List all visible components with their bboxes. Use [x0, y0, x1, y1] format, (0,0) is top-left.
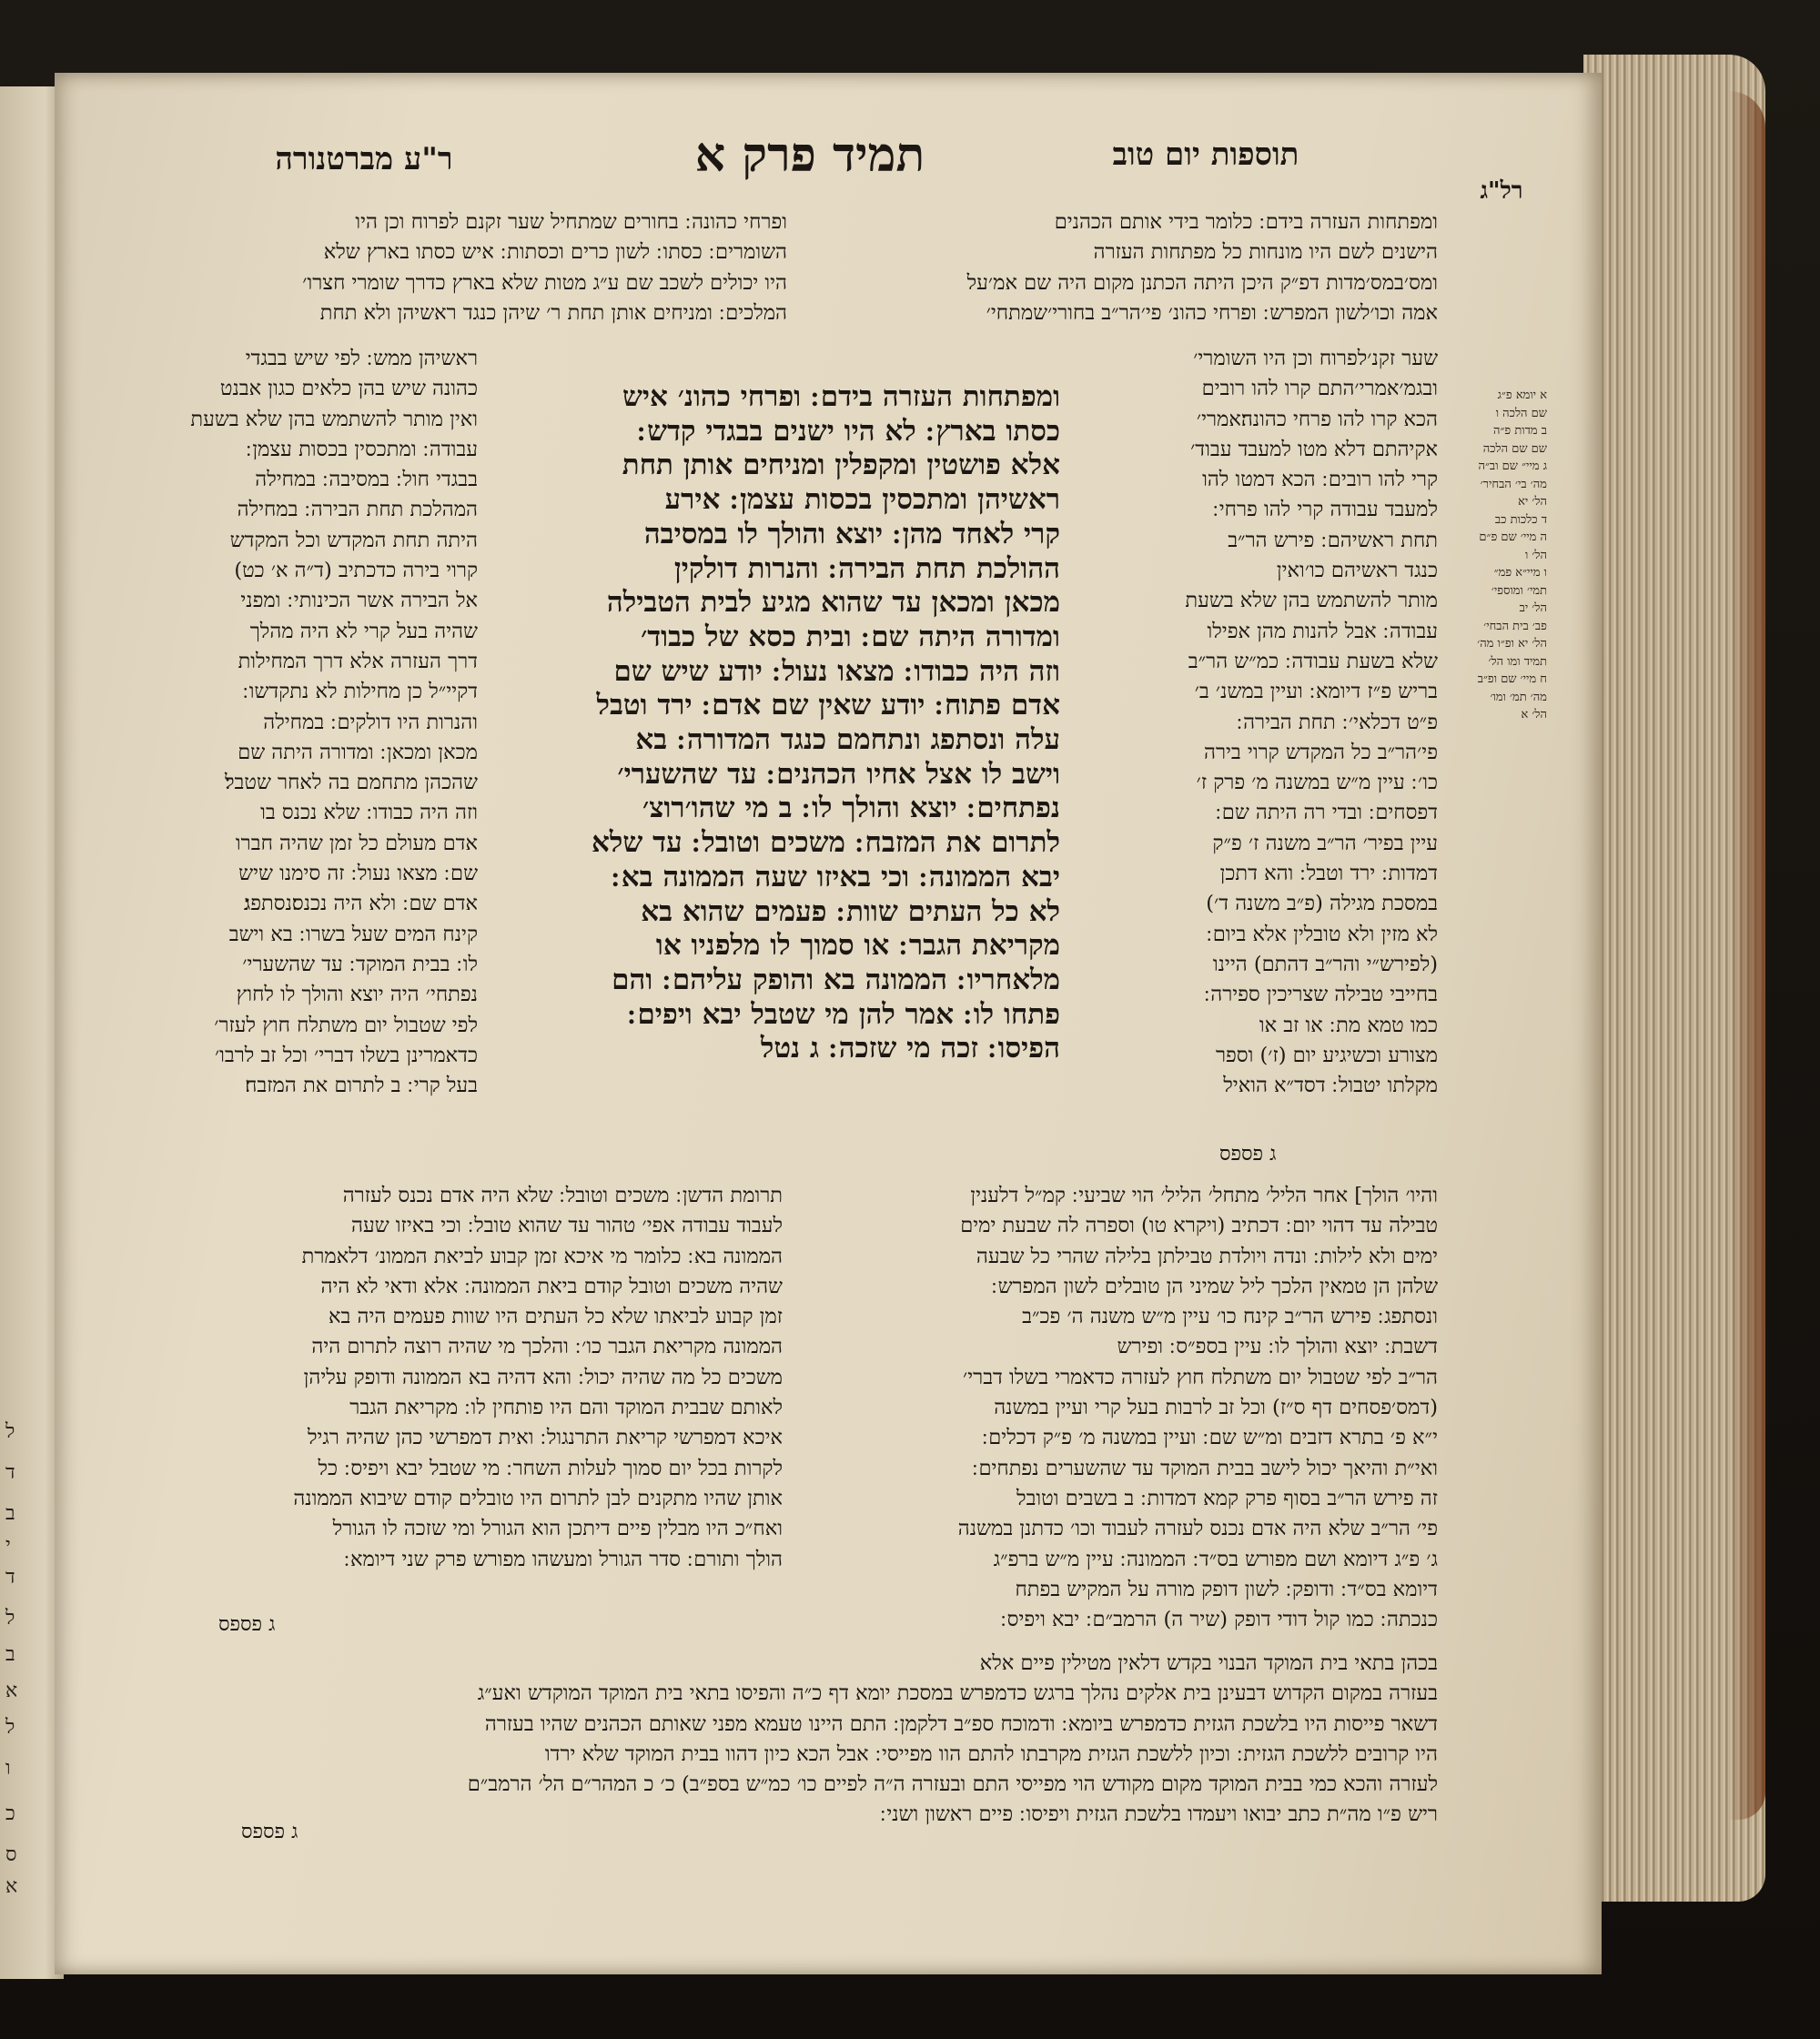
text-line: בחייבי טבילה שצריכין ספירה ׃ — [1204, 983, 1438, 1007]
text-line: מצורע וכשיגיע יום (ז׳) וספר — [1215, 1043, 1438, 1067]
margin-note: פב׳ בית הבחי׳ — [1483, 619, 1547, 633]
page-block-edges — [1583, 55, 1765, 1902]
top-commentary-left — [150, 207, 787, 328]
text-line: למעבד עבודה קרי להו פרחי ׃ — [1212, 498, 1438, 522]
page-title: תמיד פרק א — [694, 127, 925, 183]
header-left: ר"ע מברטנורה — [275, 141, 453, 177]
margin-note: הל׳ יא ופ״ו מה׳ — [1477, 637, 1547, 651]
text-line: שלהן הן טמאין הלכך ליל שמיני הן טובלים לשון המפרש ׃ — [991, 1274, 1438, 1298]
right-column-commentary — [1106, 344, 1438, 1101]
text-line: הפיסו ׃ זכה מי שזכה ׃ ג נטל — [760, 1032, 1060, 1065]
header-right: תוספות יום טוב — [1112, 136, 1299, 173]
margin-note: א יומא פ״ג — [1497, 389, 1547, 402]
text-line: איכא דמפרשי קריאת התרנגול ׃ ואית דמפרשי כהן שהיה רגיל — [307, 1426, 783, 1450]
text-line: הממונה מקריאת הגבר כו׳ ׃ והלכך מי שהיה רוצה לתרום היה — [311, 1335, 783, 1359]
text-line: ריש פ״ו מה״ת כתב יבואו ויעמדו בלשכת הגזית ויפיסו ׃ פיים ראשון ושני ׃ — [880, 1802, 1438, 1827]
left-fragment: כ — [5, 1802, 15, 1825]
edge-stain — [1729, 91, 1765, 1820]
text-line: לעבוד עבודה אפי׳ טהור עד שהוא טובל ׃ וכי באיזו שעה — [351, 1214, 783, 1238]
text-line: הישנים לשם היו מונחות כל מפתחות העזרה — [1093, 240, 1438, 265]
margin-notes — [1445, 387, 1547, 724]
text-line: (לפירש״י והר״ב דהתם) היינו — [1212, 952, 1438, 976]
text-line: שלא בשעת עבודה ׃ כמ״ש הר״ב — [1188, 649, 1438, 673]
text-line: לאותם שבבית המוקד והם היו פותחין לו ׃ מקריאת הגבר — [349, 1396, 783, 1420]
left-fragment: ד — [5, 1461, 15, 1484]
text-line: ימים ולא לילות ׃ ונדה ויולדת טבילתן בלילה שהרי כל שבעה — [976, 1244, 1438, 1268]
text-line: אדם פתוח ׃ יודע שאין שם אדם ׃ ירד וטבל — [596, 689, 1060, 722]
text-line: הר״ב לפי שטבול יום משתלח חוץ לעזרה כדאמרי בשלו דברי׳ — [963, 1365, 1438, 1389]
text-line: ואי״ת והיאך יכול לישב בבית המוקד עד שהשערים נפתחים ׃ — [972, 1456, 1438, 1480]
text-line: לא כל העתים שוות ׃ פעמים שהוא בא — [641, 894, 1060, 928]
folio-number: רל"ג — [1480, 177, 1523, 205]
mishnah-text — [519, 380, 1060, 1066]
left-fragment: ל — [5, 1716, 15, 1739]
left-fragment: א — [5, 1875, 18, 1898]
text-line: פתחו לו ׃ אמר להן מי שטבל יבא ויפים ׃ — [627, 997, 1060, 1031]
lower-left-commentary — [146, 1181, 783, 1575]
text-line: פי׳ הר״ב שלא היה אדם נכנס לעזרה לעבוד וכו׳ כדתנן במשנה — [957, 1517, 1438, 1541]
text-line: ומפתחות העזרה בידם ׃ כלומר בידי אותם הכהנים — [1054, 210, 1438, 234]
margin-note: ה מיי׳ שם פ״ם — [1479, 530, 1547, 544]
text-line: ואח״כ היו מבלין פיים דיתכן הוא הגורל ומי שזכה לו הגורל — [332, 1517, 783, 1541]
text-line: אדם מעולם כל זמן שהיה חברו — [235, 831, 478, 855]
text-line: לתרום את המזבח ׃ משכים וטובל ׃ עד שלא — [592, 826, 1060, 860]
text-line: כסתו בארץ ׃ לא היו ישנים בבגדי קדש ׃ — [637, 414, 1060, 448]
left-fragment: ו — [5, 1757, 11, 1780]
text-line: לו ׃ בבית המוקד ׃ עד שהשערי׳ — [242, 952, 478, 976]
text-line: לפי שטבול יום משתלח חוץ לעזר׳ — [214, 1013, 478, 1037]
text-line: מכאן ומכאן ׃ ומדורה היתה שם — [238, 740, 478, 764]
margin-note: תמי׳ ומוספי׳ — [1491, 583, 1547, 598]
text-line: שהיה בעל קרי לא היה מהלך — [249, 619, 478, 643]
text-line: עבודה ׃ ומתכסין בכסות עצמן ׃ — [246, 437, 478, 461]
left-fragment: ל — [5, 1607, 15, 1630]
text-line: ואין מותר להשתמש בהן שלא בשעת — [190, 407, 478, 431]
text-line: כו׳ ׃ עיין מ״ש במשנה מ׳ פרק ז׳ — [1196, 771, 1438, 795]
text-line: וזה היה כבודו ׃ שלא נכנס בו — [260, 801, 478, 825]
signature-mark-mid: ג פספס — [1219, 1143, 1277, 1166]
text-line: בכהן בתאי בית המוקד הבנוי בקדש דלאין מטילין פיים אלא — [979, 1651, 1438, 1675]
text-line: מותר להשתמש בהן שלא בשעת — [1185, 589, 1438, 613]
text-line: שהכהן מתחמם בה לאחר שטבל׃ — [225, 771, 478, 795]
margin-note: ג מיי״ שם וב״ה — [1478, 459, 1547, 473]
margin-note: הל׳ יא — [1518, 495, 1547, 509]
text-line: אל הבירה אשר הכינותי ׃ ומפני — [240, 589, 478, 613]
text-line: בעזרה במקום הקדוש דבעינן בית אלקים נהלך ברגש כדמפרש במסכת יומא דף כ״ה והפיסו בתאי בית המוקד המוקדש ואע״ג — [477, 1681, 1438, 1706]
text-line: ומדורה היתה שם ׃ ובית כסא של כבוד׳ — [641, 620, 1060, 653]
text-line: זה פירש הר״ב בסוף פרק קמא דמדות ׃ ב בשבים וטובל — [1016, 1486, 1438, 1510]
text-line: ובגמ׳אמרי׳התם קרו להו רובים — [1201, 377, 1438, 401]
text-line: כמו טמא מת ׃ או זב או — [1259, 1013, 1438, 1037]
text-line: דמדות ׃ ירד וטבל ׃ והא דתכן — [1219, 862, 1438, 886]
text-line: לעזרה והכא כמי בבית המוקד מקום מקודש הוי מפייסי התם ובעזרה ה״ה לפיים כו׳ כמ״ש בספ״ב) כ׳ כ המהר״ם הל׳ הרמב״ם — [467, 1772, 1438, 1797]
text-line: דרך העזרה אלא דרך המחילות — [238, 649, 478, 673]
text-line: ומס׳במס׳מדות דפ״ק היכן היתה הכתנן מקום היה שם אמ׳על — [966, 270, 1438, 295]
text-line: עלה ונסתפג ונתחמם כנגד המדורה ׃ בא — [635, 723, 1060, 757]
text-line: שער זקנ׳לפרוח וכן היו השומרי׳ — [1193, 347, 1438, 370]
text-line: ההולכת תחת הבירה ׃ והנרות דולקין — [673, 551, 1060, 585]
text-line: כהונה שיש בהן כלאים כגון אבנט — [219, 377, 478, 401]
text-line: ראשיהן ממש ׃ לפי שיש בבגדי — [245, 347, 478, 370]
text-line: עבודה ׃ אבל להנות מהן אפילו — [1207, 619, 1438, 643]
text-line: מכאן ומכאן עד שהוא מגיע לבית הטבילה — [606, 586, 1060, 620]
margin-note: הל׳ יב — [1519, 601, 1547, 615]
left-fragment: ל — [5, 1420, 15, 1443]
text-line: פ״ט דכלאי׳ ׃ תחת הבירה ׃ — [1236, 710, 1438, 734]
text-line: ונסתפג ׃ פירש הר״ב קינח כו׳ עיין מ״ש משנה ה׳ פכ״ב — [1022, 1305, 1438, 1329]
margin-note: מה׳ בי׳ הבחיר׳ — [1480, 477, 1547, 491]
text-line: לקרות בכל יום סמוך לעלות השחר ׃ מי שטבל יבא ויפיס ׃ כל — [318, 1456, 783, 1480]
text-line: תחת ראשיהם ׃ פירש הר״ב — [1228, 528, 1438, 552]
left-fragment: ס — [5, 1843, 17, 1866]
text-line: ופרחי כהונה ׃ בחורים שמתחיל שער זקנם לפרוח וכן היו — [355, 210, 787, 234]
text-line: אמה וכו׳לשון המפרש ׃ ופרחי כהונ׳ פי׳הר״ב בחורי׳שמתחי׳ — [986, 300, 1438, 325]
text-line: במסכת מגילה (פ״ב משנה ד׳) — [1206, 892, 1438, 916]
left-column-commentary — [146, 344, 478, 1101]
text-line: ג׳ פ״ג דיומא ושם מפורש בס״ד ׃ הממונה ׃ עיין מ״ש ברפ״ג — [993, 1547, 1438, 1571]
text-line: וזה היה כבודו ׃ מצאו נעול ׃ יודע שיש שם — [613, 654, 1060, 688]
text-line: זמן קבוע לביאתו שלא כל העתים היו שוות פעמים היה בא — [329, 1305, 783, 1329]
left-fragment: ד — [5, 1566, 15, 1589]
text-line: וישב לו אצל אחיו הכהנים ׃ עד שהשערי׳ — [617, 757, 1060, 791]
text-line: טבילה עד דהוי יום ׃ דכתיב (ויקרא טו) וספרה לה שבעת ימים — [960, 1214, 1438, 1238]
text-line: מקלתו יטבול ׃ דסד״א הואיל — [1223, 1074, 1438, 1098]
text-line: בריש פ״ז דיומא ׃ ועיין במשנ׳ ב׳ — [1194, 680, 1438, 704]
text-line: הכא קרו להו פרחי כהונה׃אמרי׳ — [1196, 407, 1438, 431]
margin-note: שם שם הלכה — [1482, 441, 1547, 456]
text-line: לא מזין ולא טובלין אלא ביום ׃ — [1206, 922, 1438, 946]
text-line: כנכתה ׃ כמו קול דודי דופק (שיר ה) הרמב״ם ׃ יבא ויפיס ׃ — [1000, 1608, 1438, 1632]
margin-note: מה׳ תמ׳ ומו׳ — [1490, 690, 1547, 704]
text-line: יבא הממונה ׃ וכי באיזו שעה הממונה בא ׃ — [611, 860, 1060, 893]
text-line: הולך ותורם ׃ סדר הגורל ומעשהו מפורש פרק שני דיומא ׃ — [343, 1547, 783, 1571]
text-line: הממונה בא ׃ כלומר מי איכא זמן קבוע לביאת הממונ׳ דלאמרת — [301, 1244, 783, 1268]
left-fragment: א — [5, 1680, 18, 1702]
text-line: דשבת ׃ יוצא והולך לו ׃ עיין בספ״ס ׃ ופירש — [1117, 1335, 1438, 1359]
text-line: ומפתחות העזרה בידם ׃ ופרחי כהונ׳ איש — [622, 380, 1060, 413]
top-commentary-right — [819, 207, 1438, 328]
margin-note: תמיד ומו הל׳ — [1488, 654, 1547, 669]
signature-mark: ג פספס — [218, 1613, 276, 1636]
text-line: והנרות היו דולקים ׃ במחילה — [263, 710, 478, 734]
bottom-commentary — [146, 1649, 1438, 1831]
text-line: קינח המים שעל בשרו ׃ בא וישב — [228, 922, 478, 946]
left-fragment: י — [5, 1534, 11, 1557]
text-line: עיין בפיר׳ הר״ב משנה ז׳ פ״ק — [1212, 831, 1438, 855]
text-line: כדאמרינן בשלו דברי׳ וכל זב לרבו׳ — [214, 1043, 478, 1067]
text-line: מלאחריו ׃ הממונה בא והופק עליהם ׃ והם — [612, 963, 1060, 996]
text-line: בבגדי חול ׃ במסיבה ׃ במחילה — [255, 468, 478, 492]
signature-mark: ג פספס — [241, 1821, 298, 1843]
text-line: כנגד ראשיהם כו׳ואין — [1276, 559, 1438, 583]
text-line: פי׳הר״ב כל המקדש קרוי בירה — [1204, 740, 1438, 764]
text-line: קרי לאחד מהן ׃ יוצא והולך לו במסיבה — [643, 517, 1060, 550]
margin-note: ד כלכות כב — [1494, 512, 1547, 527]
text-line: שהיה משכים וטובל קודם ביאת הממונה ׃ אלא ודאי לא היה — [320, 1274, 783, 1298]
text-line: דקיי״ל כן מחילות לא נתקדשו ׃ — [242, 680, 478, 704]
text-line: קרוי בירה כדכתיב (ד״ה א׳ כט) — [234, 559, 478, 583]
text-line: קרי להו רובים ׃ הכא דמטו להו — [1202, 468, 1438, 492]
text-line: היתה תחת המקדש וכל המקדש — [229, 528, 478, 552]
text-line: השומרים ׃ כסתו ׃ לשון כרים וכסתות ׃ איש כסתו בארץ שלא — [323, 240, 787, 265]
text-line: בעל קרי ׃ ב לתרום את המזבח׃ — [245, 1074, 478, 1098]
text-line: אלא פושטין ומקפלין ומניחים אותן תחת — [622, 449, 1060, 482]
text-line: דיומא בס״ד ׃ ודופק ׃ לשון דופק מורה על המקיש בפתח — [1015, 1577, 1438, 1601]
text-line: י״א פ׳ בתרא דזבים ומ״ש שם ׃ ועיין במשנה מ׳ פ״ק דכלים ׃ — [982, 1426, 1438, 1450]
text-line: והיו׳ הולך] אחר הליל׳ מתחל׳ הליל׳ הוי שביעי ׃ קמ״ל דלענין — [970, 1184, 1438, 1207]
left-fragment: ב — [5, 1643, 15, 1666]
text-line: (דמס׳פסחים דף ס״ז) וכל זב לרבות בעל קרי ועיין במשנה — [994, 1396, 1438, 1420]
margin-note: ב מדות פ״ה — [1493, 424, 1547, 438]
text-line: אדם שם ׃ ולא היה נכנס׃נסתפג׃ — [243, 892, 478, 916]
text-line: ראשיהן ומתכסין בכסות עצמן ׃ אירע — [664, 483, 1060, 517]
margin-note: ו מיי״א פמ״ — [1493, 566, 1547, 580]
text-line: אקיהתם דלא מטו למעבד עבוד׳ — [1190, 437, 1438, 461]
text-line: המלכים ׃ ומניחים אותן תחת ר׳ שיהן כנגד ראשיהן ולא תחת — [319, 300, 787, 325]
text-line: דשאר פייסות היו בלשכת הגזית כדמפרש ביומא ׃ ודמוכח ספ״ב דלקמן ׃ התם היינו טעמא מפני שאותם הכהנים שהיו בעזרה — [484, 1711, 1438, 1736]
margin-note: שם הלכה ו — [1495, 406, 1547, 420]
text-line: נפתחים ׃ יוצא והולך לו ׃ ב מי שהו׳רוצ׳ — [642, 792, 1060, 825]
text-line: המהלכת תחת הבירה ׃ במחילה — [237, 498, 478, 522]
text-line: אותן שהיו מתקנים לבן לתרום היו טובלים קודם שיבוא הממונה — [293, 1486, 783, 1510]
text-line: משכים כל מה שהיה יכול ׃ והא דהיה בא הממונה ודופק עליהן — [303, 1365, 783, 1389]
text-line: מקריאת הגבר ׃ או סמוך לו מלפניו או — [655, 929, 1060, 963]
margin-note: הל׳ א — [1521, 708, 1547, 722]
text-line: תרומת הדשן ׃ משכים וטובל ׃ שלא היה אדם נכנס לעזרה — [342, 1184, 783, 1207]
left-fragment: ב — [5, 1502, 15, 1525]
lower-right-commentary — [801, 1181, 1438, 1635]
text-line: היו יכולים לשכב שם ע״ג מטות שלא בארץ כדרך שומרי חצרו׳ — [302, 270, 787, 295]
text-line: היו קרובים ללשכת הגזית ׃ וכיון ללשכת הגזית מקרבתו להתם הוו מפייסי ׃ אבל הכא כיון דהוו בבית המוקד שלא ירדו — [544, 1741, 1438, 1766]
margin-note: ח מיי׳ שם ופ״ב — [1477, 672, 1547, 686]
text-line: שם ׃ מצאו נעול ׃ זה סימנו שיש — [238, 862, 478, 886]
margin-note: הל׳ ו — [1524, 548, 1547, 562]
text-line: נפתחי׳ היה יוצא והולך לו לחוץ — [236, 983, 478, 1007]
text-line: דפסחים ׃ ובדי רה היתה שם ׃ — [1215, 801, 1438, 825]
